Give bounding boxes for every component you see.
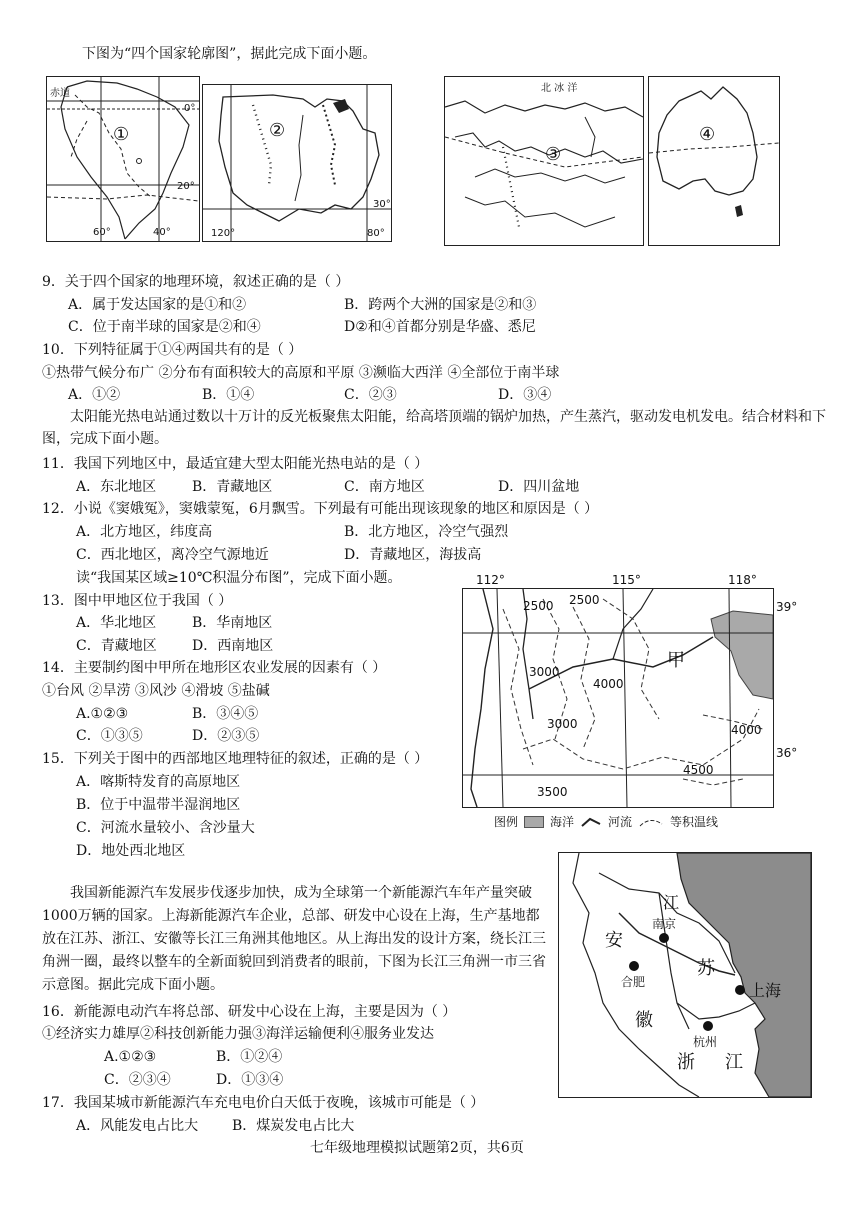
page-footer: 七年级地理模拟试题第2页，共6页 — [310, 1140, 524, 1156]
label-shanghai: 上海 — [749, 981, 782, 1000]
lon-115-label: 115° — [612, 573, 641, 587]
contour-3000-a: 3000 — [529, 665, 560, 679]
intro-solar: 太阳能光热电站通过数以十万计的反光板聚焦太阳能，给高塔顶端的锅炉加热，产生蒸汽，驱动发电机发电。结合材料和下图，完成下面小题。 — [42, 409, 826, 447]
label-zhe: 浙 — [677, 1052, 695, 1073]
q10-items: ①热带气候分布广 ②分布有面积较大的高原和平原 ③濒临大西洋 ④全部位于南半球 — [42, 365, 560, 381]
contour-symbol-icon — [638, 816, 664, 828]
sea-swatch-icon — [524, 816, 544, 828]
country-2-number: ② — [269, 120, 286, 141]
q9-option-a[interactable]: A．属于发达国家的是①和② — [68, 297, 247, 313]
q10-option-b[interactable]: B．①④ — [202, 387, 255, 403]
lat-20-label: 20° — [177, 181, 195, 192]
q13-option-a[interactable]: A．华北地区 — [76, 615, 157, 631]
contour-4500: 4500 — [683, 763, 714, 777]
temperature-map-drawing — [463, 589, 773, 807]
hefei-dot-icon — [629, 961, 639, 971]
lat-0-label: 0° — [184, 103, 196, 114]
q17-option-b[interactable]: B．煤炭发电占比大 — [232, 1118, 355, 1134]
q12-option-b[interactable]: B．北方地区，冷空气强烈 — [344, 524, 509, 540]
q14-stem: 14．主要制约图中甲所在地形区农业发展的因素有（ ） — [42, 660, 387, 676]
region-jia-label: 甲 — [667, 650, 685, 671]
q9-stem: 9．关于四个国家的地理环境，叙述正确的是（ ） — [42, 274, 350, 290]
legend-sea: 海洋 — [550, 815, 575, 829]
q10-stem: 10．下列特征属于①④两国共有的是（ ） — [42, 342, 303, 358]
lon-60-label: 60° — [93, 227, 111, 238]
q16-stem: 16．新能源电动汽车将总部、研发中心设在上海，主要是因为（ ） — [42, 1004, 457, 1020]
label-hefei: 合肥 — [621, 975, 646, 989]
map-legend — [494, 814, 718, 830]
shanghai-dot-icon — [735, 985, 745, 995]
q16-items: ①经济实力雄厚②科技创新能力强③海洋运输便利④服务业发达 — [42, 1026, 434, 1042]
intro-four-countries: 下图为“四个国家轮廓图”，据此完成下面小题。 — [82, 46, 377, 62]
contour-2500-a: 2500 — [523, 599, 554, 613]
q14-option-a[interactable]: A.①②③ — [76, 706, 129, 722]
label-jiang-2: 江 — [725, 1052, 743, 1073]
map-country-1-drawing — [47, 77, 199, 241]
yangtze-delta-map — [558, 852, 812, 1098]
legend-river: 河流 — [608, 815, 633, 829]
map-country-3-drawing — [445, 77, 643, 245]
q16-option-d[interactable]: D．①③④ — [216, 1072, 284, 1088]
lon-40-label: 40° — [153, 227, 171, 238]
lat-30-label: 30° — [373, 199, 391, 210]
intro-temperature-map: 读“我国某区域≥10℃积温分布图”，完成下面小题。 — [76, 570, 402, 586]
map-country-4-drawing — [649, 77, 779, 245]
lat-39-label: 39° — [776, 600, 798, 614]
q9-option-b[interactable]: B．跨两个大洲的国家是②和③ — [344, 297, 537, 313]
q10-option-d[interactable]: D．③④ — [498, 387, 552, 403]
q15-stem: 15．下列关于图中的西部地区地理特征的叙述，正确的是（ ） — [42, 751, 429, 767]
q15-option-b[interactable]: B．位于中温带半湿润地区 — [76, 797, 241, 813]
hangzhou-dot-icon — [703, 1021, 713, 1031]
q11-stem: 11．我国下列地区中，最适宜建大型太阳能光热电站的是（ ） — [42, 456, 429, 472]
equator-label: 赤道 — [50, 88, 70, 99]
q14-option-c[interactable]: C．①③⑤ — [76, 728, 143, 744]
q11-option-b[interactable]: B．青藏地区 — [192, 479, 273, 495]
q17-stem: 17．我国某城市新能源汽车充电电价白天低于夜晚，该城市可能是（ ） — [42, 1095, 485, 1111]
q9-option-c[interactable]: C．位于南半球的国家是②和④ — [68, 319, 261, 335]
q12-option-c[interactable]: C．西北地区，离冷空气源地近 — [76, 547, 269, 563]
map-country-4 — [648, 76, 780, 246]
q16-option-c[interactable]: C．②③④ — [104, 1072, 171, 1088]
q11-option-c[interactable]: C．南方地区 — [344, 479, 425, 495]
lon-120-label: 120° — [211, 228, 236, 239]
intro-new-energy-vehicles: 我国新能源汽车发展步伐逐步加快，成为全球第一个新能源汽车年产量突破1000万辆的国家。上海新能源汽车企业，总部、研发中心设在上海，生产基地都放在江苏、浙江、安徽等长江三角洲其他地区。从上海出发的设计方案，绕长江三角洲一圈，最终以整车的全新面貌回到消费者的眼前，下图为长江三角洲一市三省示意图。据此完成下面小题。 — [42, 885, 546, 993]
q12-stem: 12．小说《窦娥冤》，窦娥蒙冤，6月飘雪。下列最有可能出现该现象的地区和原因是（ ） — [42, 501, 599, 517]
contour-3500: 3500 — [537, 785, 568, 799]
map-country-2 — [202, 84, 392, 242]
lon-118-label: 118° — [728, 573, 757, 587]
arctic-ocean-label: 北 冰 洋 — [541, 83, 578, 94]
q13-option-d[interactable]: D．西南地区 — [192, 638, 274, 654]
label-su: 苏 — [697, 958, 715, 979]
lon-112-label: 112° — [476, 573, 505, 587]
q13-option-b[interactable]: B．华南地区 — [192, 615, 273, 631]
label-an: 安 — [605, 930, 623, 951]
legend-contour: 等积温线 — [670, 815, 719, 829]
contour-2500-b: 2500 — [569, 593, 600, 607]
q10-option-c[interactable]: C．②③ — [344, 387, 397, 403]
contour-4000-a: 4000 — [593, 677, 624, 691]
nanjing-dot-icon — [659, 933, 669, 943]
country-4-number: ④ — [699, 124, 716, 145]
q17-option-a[interactable]: A．风能发电占比大 — [76, 1118, 199, 1134]
q9-option-d[interactable]: D②和④首都分别是华盛、悉尼 — [344, 319, 536, 335]
q15-option-a[interactable]: A．喀斯特发育的高原地区 — [76, 774, 241, 790]
q10-option-a[interactable]: A．①② — [68, 387, 121, 403]
river-symbol-icon — [580, 816, 602, 828]
label-hangzhou: 杭州 — [693, 1035, 718, 1049]
contour-3000-b: 3000 — [547, 717, 578, 731]
q12-option-a[interactable]: A．北方地区，纬度高 — [76, 524, 213, 540]
q14-option-b[interactable]: B．③④⑤ — [192, 706, 259, 722]
map-country-1 — [46, 76, 200, 242]
country-3-number: ③ — [545, 144, 562, 165]
q15-option-d[interactable]: D．地处西北地区 — [76, 843, 186, 859]
label-hui: 徽 — [635, 1010, 653, 1031]
lon-80-label: 80° — [367, 228, 385, 239]
label-jiang-1: 江 — [663, 893, 680, 912]
q14-option-d[interactable]: D．②③⑤ — [192, 728, 260, 744]
map-country-3 — [444, 76, 644, 246]
map-country-2-drawing — [203, 85, 391, 241]
q15-option-c[interactable]: C．河流水量较小、含沙量大 — [76, 820, 255, 836]
q14-items: ①台风 ②旱涝 ③风沙 ④滑坡 ⑤盐碱 — [42, 683, 270, 699]
q13-option-c[interactable]: C．青藏地区 — [76, 638, 157, 654]
q13-stem: 13．图中甲地区位于我国（ ） — [42, 593, 233, 609]
q16-option-a[interactable]: A.①②③ — [104, 1049, 157, 1065]
q11-option-a[interactable]: A．东北地区 — [76, 479, 157, 495]
q12-option-d[interactable]: D．青藏地区，海拔高 — [344, 547, 482, 563]
contour-4000-b: 4000 — [731, 723, 762, 737]
country-1-number: ① — [113, 124, 130, 145]
label-nanjing: 南京 — [652, 917, 677, 931]
q16-option-b[interactable]: B．①②④ — [216, 1049, 283, 1065]
lat-36-label: 36° — [776, 746, 798, 760]
legend-title: 图例 — [494, 815, 519, 829]
temperature-map — [462, 588, 774, 808]
q11-option-d[interactable]: D．四川盆地 — [498, 479, 580, 495]
